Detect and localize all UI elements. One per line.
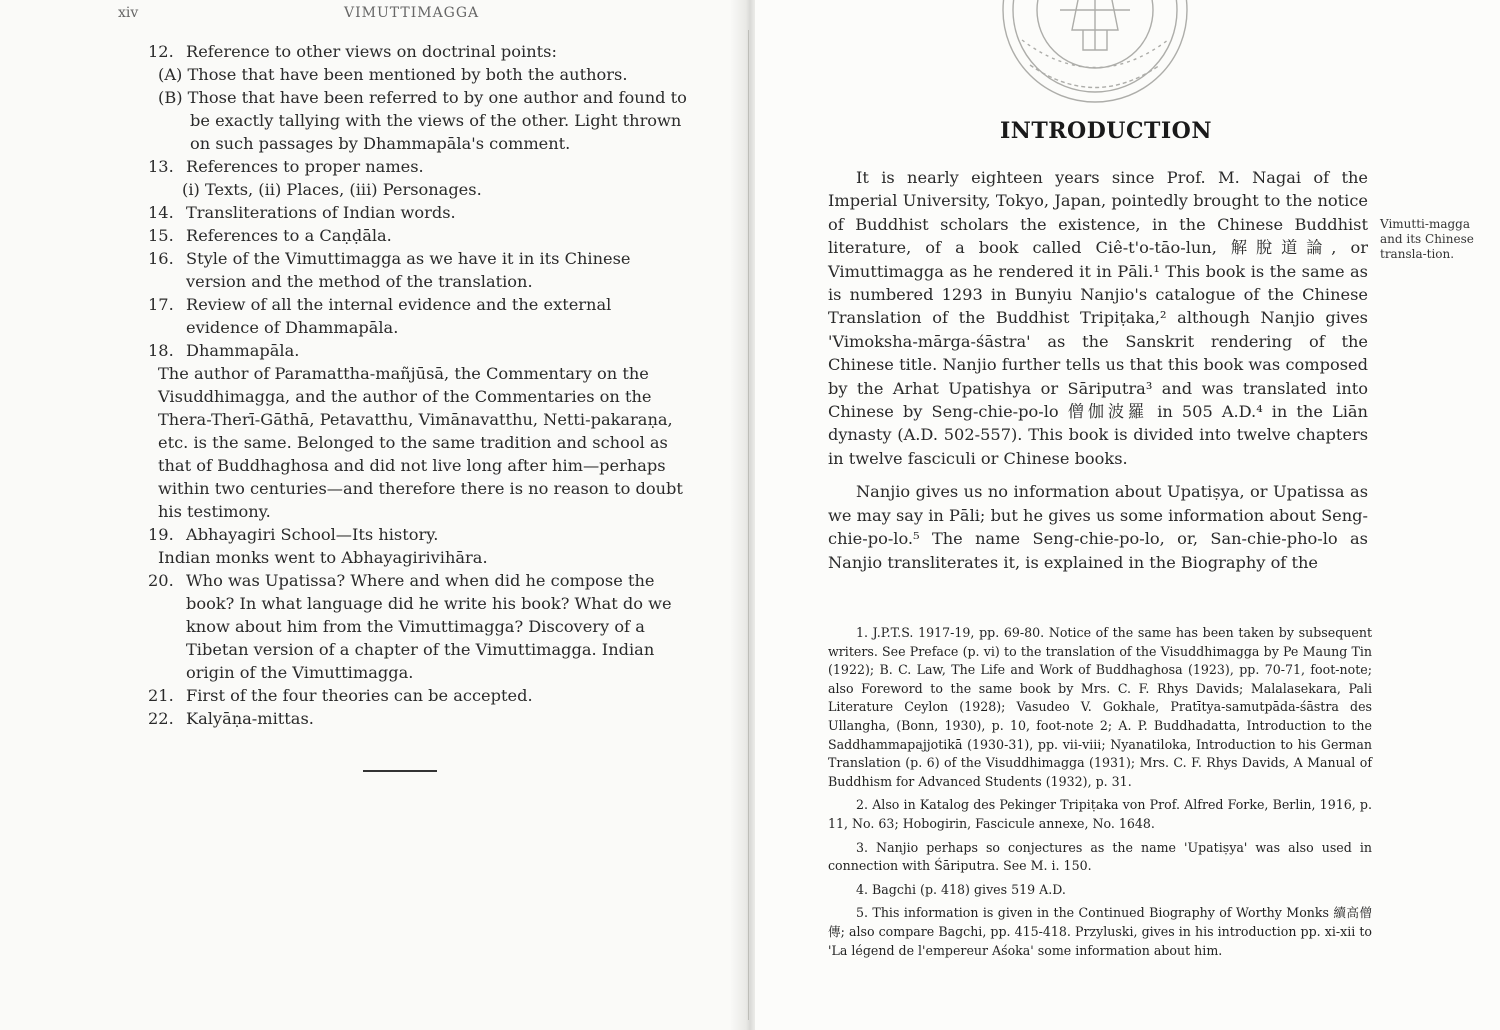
body-paragraph: Nanjio gives us no information about Upatiṣya, or Upatissa as we may say in Pāli; but he gives us some information about Seng-chie-po-lo.⁵ The name Seng-chie-po-lo, or, San-chie-pho-lo as Nanjio transliterates it, is explained in the Biography of the: [828, 482, 1368, 572]
footnote: 5. This information is given in the Continued Biography of Worthy Monks 續高僧傳; also compare Bagchi, pp. 415-418. Przyluski, gives in his introduction pp. xi-xii to 'La légend de l'empereur Aśoka' some information about him.: [828, 905, 1372, 958]
item-number: 18.: [148, 341, 174, 360]
subitem-text: (A) Those that have been mentioned by both the authors.: [158, 65, 628, 84]
list-item: [148, 155, 688, 178]
list-item: [148, 684, 688, 707]
introduction-body: [828, 166, 1368, 584]
list-paragraph: [148, 546, 688, 569]
item-text: First of the four theories can be accepted.: [186, 686, 533, 705]
item-text: Transliterations of Indian words.: [186, 203, 456, 222]
body-paragraph: It is nearly eighteen years since Prof. M. Nagai of the Imperial University, Tokyo, Japan, pointedly brought to the notice of Buddhist scholars the existence, in the Chinese Buddhist literature, of a book called Ciê-t'o-tāo-lun, 解脫道論, or Vimuttimagga as he rendered it in Pāli.¹ This book is the same as is numbered 1293 in Bunyiu Nanjio's catalogue of the Chinese Translation of the Buddhist Tripiṭaka,² although Nanjio gives 'Vimoksha-mārga-śāstra' as the Sanskrit rendering of the Chinese title. Nanjio further tells us that this book was composed by the Arhat Upatishya or Sāriputra³ and was translated into Chinese by Seng-chie-po-lo 僧伽波羅 in 505 A.D.⁴ in the Liān dynasty (A.D. 502-557). This book is divided into twelve chapters in twelve fasciculi or Chinese books.: [828, 168, 1368, 468]
item-text: References to a Caṇḍāla.: [186, 226, 392, 245]
subitem-text: (i) Texts, (ii) Places, (iii) Personages.: [182, 180, 482, 199]
footnote: 3. Nanjio perhaps so conjectures as the name 'Upatiṣya' was also used in connection with Śāriputra. See M. i. 150.: [828, 839, 1372, 874]
gutter-crease: [748, 30, 749, 1020]
list-item: [148, 224, 688, 247]
item-number: 21.: [148, 686, 174, 705]
list-subitem: [148, 86, 688, 155]
item-text: References to proper names.: [186, 157, 424, 176]
page-number: xiv: [118, 5, 139, 21]
contents-list: [148, 40, 688, 730]
running-head: [0, 5, 745, 25]
end-rule: [363, 770, 437, 772]
list-item: [148, 293, 688, 339]
item-number: 22.: [148, 709, 174, 728]
list-item: [148, 569, 688, 684]
item-text: Abhayagiri School—Its history.: [186, 525, 439, 544]
item-number: 19.: [148, 525, 174, 544]
list-paragraph: [148, 362, 688, 523]
library-seal-stamp: [1000, 0, 1190, 120]
list-item: [148, 247, 688, 293]
item-text: Who was Upatissa? Where and when did he compose the book? In what language did he write his book? What do we know about him from the Vimuttimagga? Discovery of a Tibetan version of a chapter of the Vimuttimagga. Indian origin of the Vimuttimagga.: [186, 571, 672, 682]
list-subitem: [148, 63, 688, 86]
item-number: 16.: [148, 249, 174, 268]
footnote: 2. Also in Katalog des Pekinger Tripiṭaka von Prof. Alfred Forke, Berlin, 1916, p. 11, No. 63; Hobogirin, Fascicule annexe, No. 1648.: [828, 797, 1372, 831]
item-number: 12.: [148, 42, 174, 61]
subitem-text: (B) Those that have been referred to by one author and found to be exactly tallying with the views of the other. Light thrown on such passages by Dhammapāla's comment.: [158, 88, 687, 153]
item-number: 20.: [148, 571, 174, 590]
paragraph-text: Indian monks went to Abhayagirivihāra.: [158, 548, 488, 567]
chapter-heading: INTRODUCTION: [1000, 118, 1212, 144]
list-item: [148, 707, 688, 730]
item-text: Kalyāṇa-mittas.: [186, 709, 314, 728]
item-number: 17.: [148, 295, 174, 314]
list-subitem: [148, 178, 688, 201]
item-number: 13.: [148, 157, 174, 176]
footnotes: [828, 624, 1372, 965]
list-item: [148, 339, 688, 362]
running-title: VIMUTTIMAGGA: [344, 5, 480, 21]
left-page: [0, 0, 745, 1030]
list-item: [148, 201, 688, 224]
footnote: 4. Bagchi (p. 418) gives 519 A.D.: [856, 881, 1066, 897]
item-number: 14.: [148, 203, 174, 222]
margin-note: Vimutti-magga and its Chinese transla-tion.: [1380, 217, 1474, 261]
item-text: Reference to other views on doctrinal points:: [186, 42, 557, 61]
list-item: [148, 523, 688, 546]
item-text: Review of all the internal evidence and the external evidence of Dhammapāla.: [186, 295, 612, 337]
list-item: [148, 40, 688, 63]
footnote: 1. J.P.T.S. 1917-19, pp. 69-80. Notice of the same has been taken by subsequent writers. See Preface (p. vi) to the translation of the Visuddhimagga by Pe Maung Tin (1922); B. C. Law, The Life and Work of Buddhaghosa (1923), pp. 70-71, foot-note; also Foreword to the same book by Mrs. C. F. Rhys Davids; Malalasekara, Pali Literature Ceylon (1928); Vasudeo V. Gokhale, Pratītya-samutpāda-śāstra des Ullangha, (Bonn, 1930), p. 10, foot-note 2; A. P. Buddhadatta, Introduction to the Saddhammapajjotikā (1930-31), pp. vii-viii; Nyanatiloka, Introduction to his German Translation (p. 6) of the Visuddhimagga (1931); Mrs. C. F. Rhys Davids, A Manual of Buddhism for Advanced Students (1932), p. 31.: [828, 625, 1372, 789]
item-text: Dhammapāla.: [186, 341, 300, 360]
paragraph-text: The author of Paramattha-mañjūsā, the Commentary on the Visuddhimagga, and the author of the Commentaries on the Thera-Therī-Gāthā, Petavatthu, Vimānavatthu, Netti-pakaraṇa, etc. is the same. Belonged to the same tradition and school as that of Buddhaghosa and did not live long after him—perhaps within two centuries—and therefore there is no reason to doubt his testimony.: [158, 364, 683, 521]
item-text: Style of the Vimuttimagga as we have it in its Chinese version and the method of the translation.: [186, 249, 631, 291]
item-number: 15.: [148, 226, 174, 245]
